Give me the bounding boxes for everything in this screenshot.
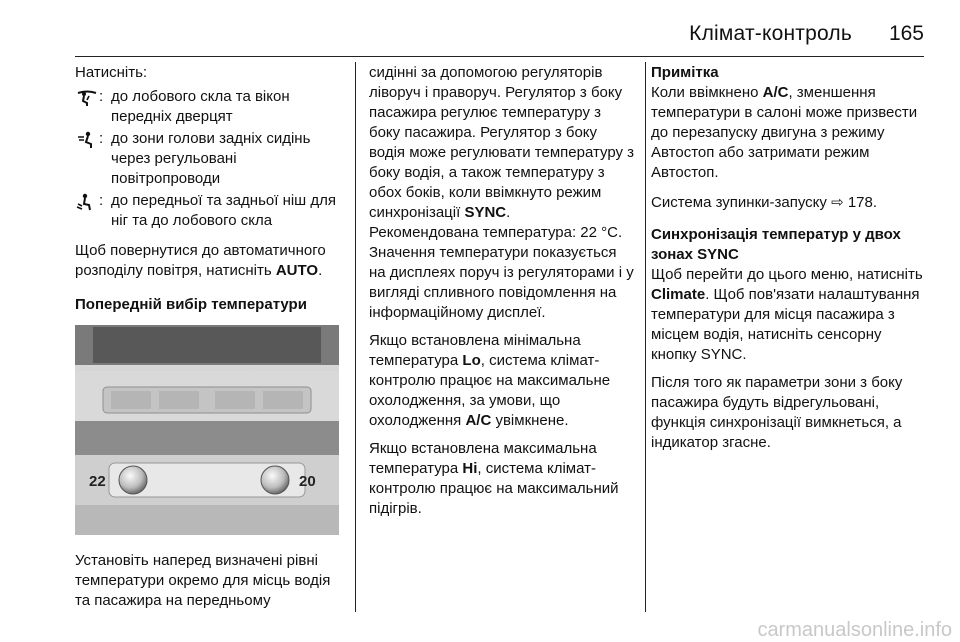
windshield-defrost-vent-icon — [75, 89, 99, 107]
vent-description: до передньої та задньої ніш для ніг та до лобового скла — [111, 192, 337, 229]
header-divider — [75, 56, 924, 57]
press-intro: Натисніть: — [75, 64, 148, 81]
column-2 — [369, 63, 635, 527]
ac-keyword: A/C — [762, 84, 789, 101]
watermark: carmanualsonline.info — [757, 619, 952, 641]
head-level-vent-icon — [75, 131, 99, 149]
lo-keyword: Lo — [462, 352, 481, 369]
preset-heading: Попередній вибір температури — [75, 296, 307, 313]
lo-temp-paragraph: Якщо встановлена мінімальна температура Lo, система клімат-контролю працює на максимальне охолодження, за умови, що охолодження A/C увімкнене. — [369, 332, 611, 429]
return-auto-paragraph: Щоб повернутися до автоматичного розподілу повітря, натисніть AUTO. — [75, 242, 326, 279]
note-text: Коли ввімкнено A/C, зменшення температури в салоні може призвести до перезапуску двигуна з режиму Автостоп або затримати режим Автостоп. — [651, 84, 918, 181]
hi-keyword: Hi — [462, 460, 478, 477]
hi-temp-paragraph: Якщо встановлена максимальна температура Hi, система клімат-контролю працює на максимальний підігрів. — [369, 440, 619, 517]
left-temp-readout: 22 — [89, 473, 106, 490]
sync-paragraph: Щоб перейти до цього меню, натисніть Climate. Щоб пов'язати налаштування температури для місця пасажира з місцем водія, натисніть сенсорну кнопку SYNC. — [651, 266, 923, 363]
vent-description: до лобового скла та вікон передніх дверцят — [111, 88, 290, 125]
vent-colon: : — [99, 88, 104, 105]
recommended-temp-paragraph: Рекомендована температура: 22 °C. Значення температури показується на дисплеях поруч із регуляторами і у вигляді спливного повідомлення на інформаційному дисплеї. — [369, 224, 634, 321]
column-1 — [75, 63, 343, 619]
column-divider-2 — [645, 62, 646, 612]
vent-option-windshield — [75, 87, 343, 127]
vent-colon: : — [99, 130, 104, 147]
column-divider-1 — [355, 62, 356, 612]
stop-start-reference[interactable]: Система зупинки-запуску ⇨ 178. — [651, 194, 878, 211]
sync-keyword: SYNC — [464, 204, 507, 221]
climate-keyword: Climate — [651, 286, 706, 303]
vent-option-foot — [75, 191, 343, 231]
right-temp-readout: 20 — [299, 473, 316, 490]
set-temps-paragraph: Установіть наперед визначені рівні температури окремо для місць водія та пасажира на передньому — [75, 552, 331, 609]
page-header — [0, 0, 960, 60]
page-ref-arrow-icon: ⇨ — [831, 194, 844, 211]
after-adjust-paragraph: Після того як параметри зони з боку пасажира будуть відрегульовані, функція синхронізації вимкнеться, а індикатор згасне. — [651, 374, 903, 451]
page-ref-number: 178. — [847, 194, 878, 211]
section-title: Клімат-контроль — [689, 22, 852, 45]
climate-panel-photo — [75, 325, 339, 535]
auto-keyword: AUTO — [275, 262, 319, 279]
ac-keyword: A/C — [465, 412, 492, 429]
page-number: 165 — [888, 22, 924, 45]
regulators-paragraph: сидінні за допомогою регуляторів ліворуч і праворуч. Регулятор з боку пасажира регулює температуру з боку пасажира. Регулятор з боку водія може регулювати температуру з боку водія, а також температуру з обох боків, коли ввімкнуто режим синхронізації SYNC. — [369, 64, 635, 221]
vent-colon: : — [99, 192, 104, 209]
vent-description: до зони голови задніх сидінь через регульовані повітропроводи — [111, 130, 311, 187]
column-3 — [651, 63, 931, 461]
vent-option-head — [75, 129, 343, 189]
footwell-vent-icon — [75, 193, 99, 211]
note-title: Примітка — [651, 64, 719, 81]
note-box — [651, 63, 931, 183]
sync-heading: Синхронізація температур у двох зонах SYNC — [651, 226, 901, 263]
